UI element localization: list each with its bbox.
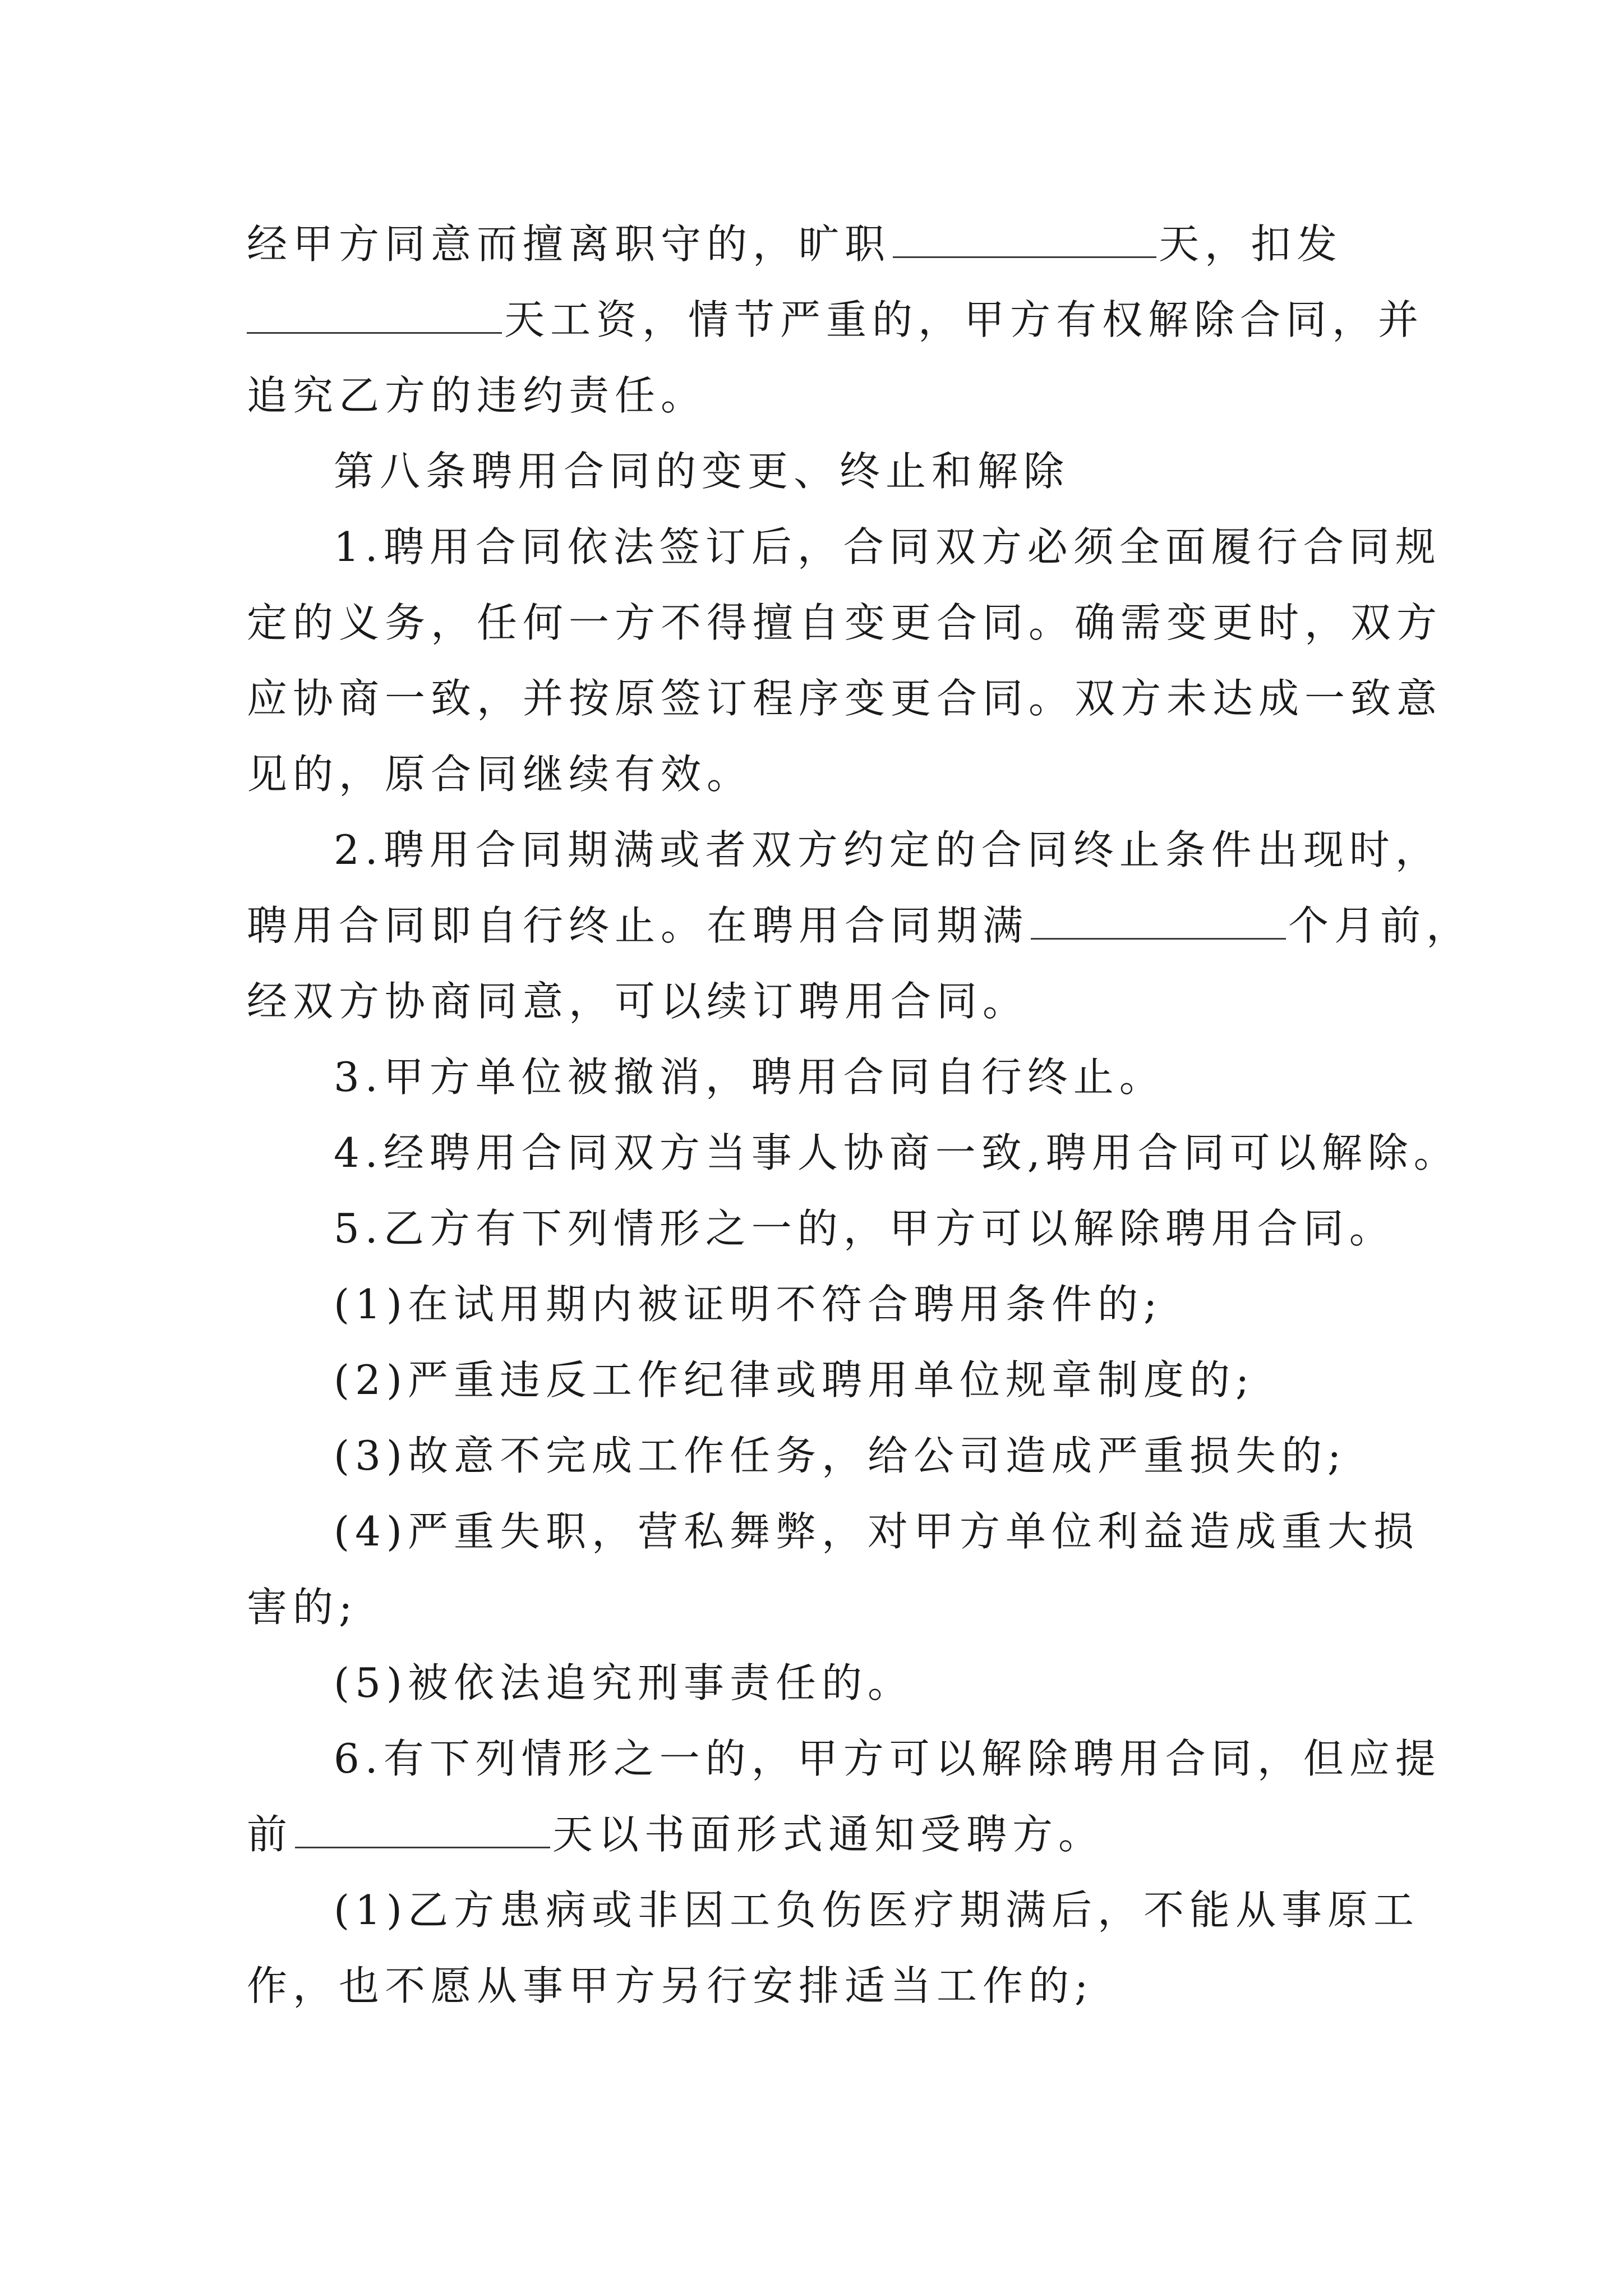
text-line (247, 1573, 1402, 1641)
text-line (334, 1195, 1402, 1262)
fill-in-blank (893, 223, 1156, 258)
text-segment: (1)乙方患病或非因工负伤医疗期满后，不能从事原工 (334, 1887, 1419, 1934)
text-segment: 作，也不愿从事甲方另行安排适当工作的; (247, 1962, 1094, 2009)
text-segment: 2.聘用合同期满或者双方约定的合同终止条件出现时， (334, 826, 1441, 873)
text-segment: 第八条聘用合同的变更、终止和解除 (334, 448, 1070, 495)
text-segment: 个月前， (1288, 902, 1473, 949)
text-segment: 前 (247, 1811, 293, 1858)
text-segment: (3)故意不完成工作任务，给公司造成严重损失的; (334, 1432, 1347, 1479)
text-line (247, 968, 1402, 1035)
text-line (334, 1876, 1419, 1944)
text-line (334, 1271, 1402, 1338)
text-segment: (5)被依法追究刑事责任的。 (334, 1659, 914, 1706)
text-segment: 经甲方同意而擅离职守的，旷职 (247, 220, 891, 268)
text-segment: 定的义务，任何一方不得擅自变更合同。确需变更时，双方 (247, 599, 1443, 646)
text-line (334, 1119, 1460, 1186)
text-segment: 天以书面形式通知受聘方。 (552, 1811, 1105, 1858)
text-segment: (4)严重失职，营私舞弊，对甲方单位利益造成重大损 (334, 1508, 1419, 1555)
text-line (334, 1649, 1402, 1717)
text-segment: 应协商一致，并按原签订程序变更合同。双方未达成一致意 (247, 675, 1443, 722)
text-segment: 4.经聘用合同双方当事人协商一致,聘用合同可以解除。 (334, 1129, 1460, 1176)
text-segment: 天，扣发 (1159, 220, 1343, 268)
text-segment: (2)严重违反工作纪律或聘用单位规章制度的; (334, 1356, 1255, 1404)
text-line (247, 1952, 1402, 2019)
text-segment: 5.乙方有下列情形之一的，甲方可以解除聘用合同。 (334, 1205, 1395, 1252)
text-line (334, 1043, 1402, 1111)
text-line (247, 210, 1402, 278)
text-line (247, 1801, 1402, 1868)
text-segment: 害的; (247, 1584, 358, 1631)
text-segment: 6.有下列情形之一的，甲方可以解除聘用合同，但应提 (334, 1735, 1441, 1782)
text-line (247, 589, 1443, 656)
text-segment: 见的，原合同继续有效。 (247, 751, 753, 798)
text-segment: 3.甲方单位被撤消，聘用合同自行终止。 (334, 1053, 1165, 1101)
text-line (334, 1498, 1419, 1565)
text-segment: 追究乙方的违约责任。 (247, 372, 707, 419)
text-segment: (1)在试用期内被证明不符合聘用条件的; (334, 1281, 1163, 1328)
text-segment: 1.聘用合同依法签订后，合同双方必须全面履行合同规 (334, 523, 1441, 570)
fill-in-blank (247, 298, 502, 334)
text-line (247, 665, 1443, 732)
fill-in-blank (295, 1813, 550, 1848)
text-line (334, 513, 1441, 581)
text-line (247, 892, 1473, 959)
fill-in-blank (1031, 904, 1286, 940)
text-line (247, 740, 1402, 808)
article-heading (334, 438, 1402, 505)
text-segment: 经双方协商同意，可以续订聘用合同。 (247, 978, 1029, 1025)
text-line (247, 362, 1402, 429)
text-segment: 天工资，情节严重的，甲方有权解除合同，并 (504, 296, 1424, 343)
text-line (334, 816, 1441, 884)
text-segment: 聘用合同即自行终止。在聘用合同期满 (247, 902, 1029, 949)
text-line (334, 1422, 1402, 1489)
text-line (247, 286, 1424, 353)
text-line (334, 1346, 1402, 1414)
text-line (334, 1725, 1441, 1792)
